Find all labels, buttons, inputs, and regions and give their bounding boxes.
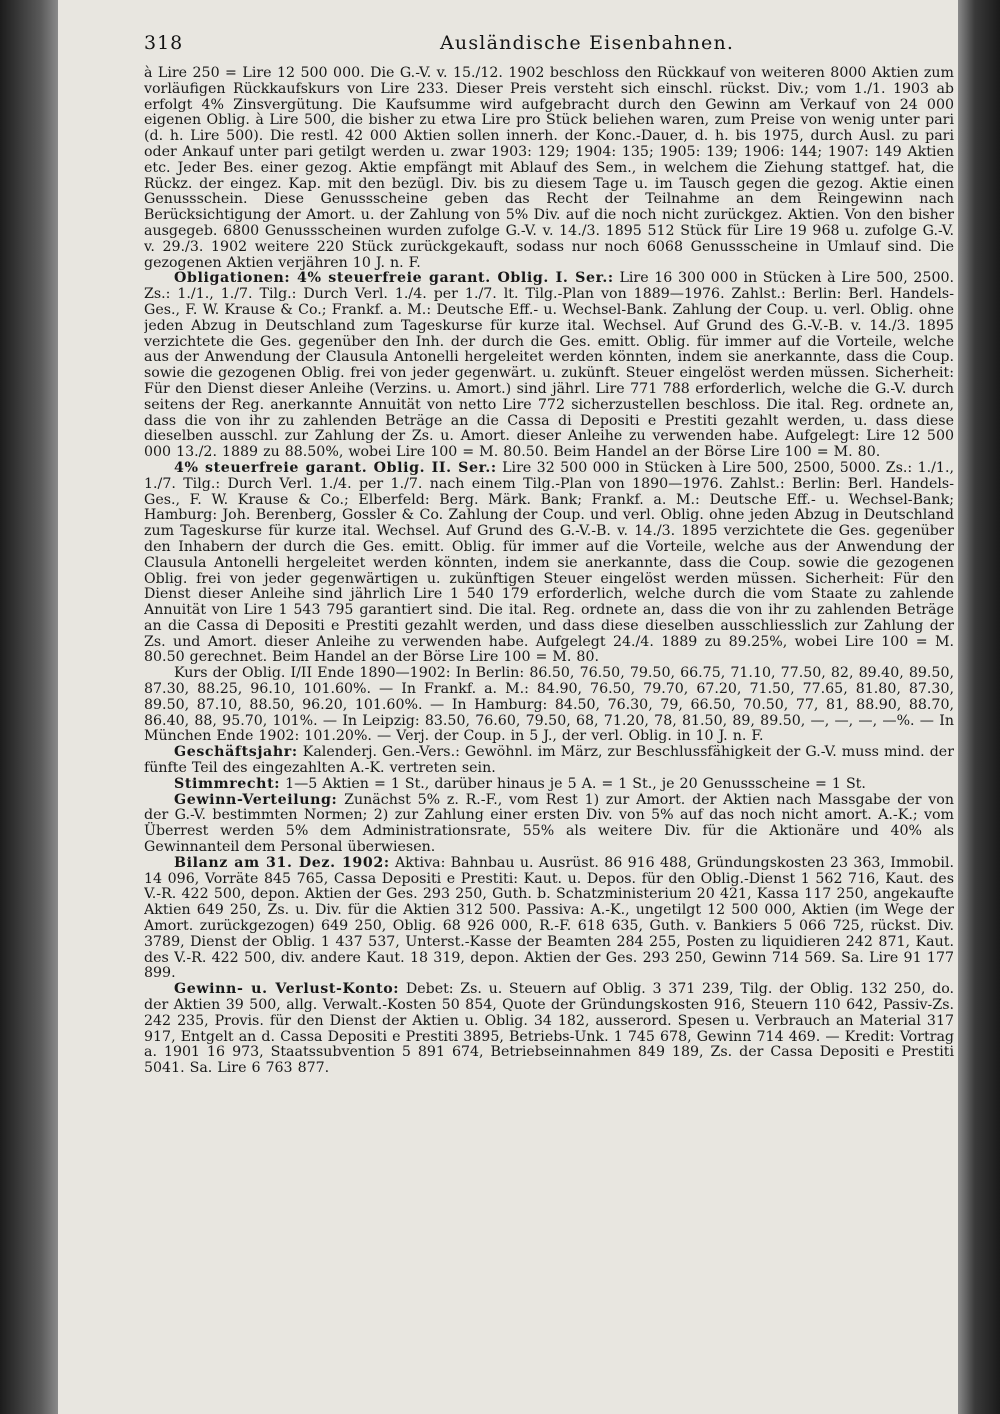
paragraph-text: Debet: Zs. u. Steuern auf Oblig. 3 371 239, Tilg. der Oblig. 132 250, do. der Aktien 39 500, allg. Verwalt.-Kosten 50 854, Quote der Gründungskosten 916, Steuern 110 642, Passiv-Zs. 242 235, Provis. für den Dienst der Aktien u. Oblig. 34 182, ausserord. Spesen u. Verbrauch an Material 317 917, Entgelt an d. Cassa Depositi e Prestiti 3895, Betriebs-Unk. 1 745 678, Gewinn 714 469. — Kredit: Vortrag a. 1901 16 973, Staatssubvention 5 891 674, Betriebseinnahmen 849 189, Zs. der Cassa Depositi e Prestiti 5041. Sa. Lire 6 763 877. (144, 981, 954, 1077)
page-content (144, 30, 954, 1077)
page-number: 318 (144, 32, 184, 54)
scan-edge-left (0, 0, 58, 1414)
paragraph-bilanz (144, 856, 954, 982)
section-label: Gewinn- u. Verlust-Konto: (174, 981, 400, 998)
paragraph-text: à Lire 250 = Lire 12 500 000. Die G.-V. v. 15./12. 1902 beschloss den Rückkauf von weiteren 8000 Aktien zum vorläufigen Rückkaufskurs von Lire 233. Dieser Preis versteht sich einschl. rückst. Div.; vom 1./1. 1903 ab erfolgt 4% Zinsvergütung. Die Kaufsumme wird aufgebracht durch den Gewinn am Verkauf von 24 000 eigenen Oblig. à Lire 500, die bisher zu etwa Lire pro Stück beliehen waren, zum Preise von wenig unter pari (d. h. Lire 500). Die restl. 42 000 Aktien sollen innerh. der Konc.-Dauer, d. h. bis 1975, durch Ausl. zu pari oder Ankauf unter pari getilgt werden u. zwar 1903: 129; 1904: 135; 1905: 139; 1906: 144; 1907: 149 Aktien etc. Jeder Bes. einer gezog. Aktie empfängt mit Ablauf des Sem., in welchem die Ziehung stattgef. hat, die Rückz. der eingez. Kap. mit den bezügl. Div. bis zu diesem Tage u. im Tausch gegen die gezog. Aktie einen Genussschein. Diese Genussscheine geben das Recht der Teilnahme an dem Reingewinn nach Berücksichtigung der Amort. u. der Zahlung von 5% Div. auf die noch nicht zurückgez. Aktien. Von den bisher ausgegeb. 6800 Genussscheinen wurden zufolge G.-V. v. 14./3. 1895 512 Stück für Lire 19 968 u. zufolge G.-V. v. 29./3. 1902 weitere 220 Stück zurückgekauft, sodass nur noch 6068 Genussscheine in Umlauf sind. Die gezogenen Aktien verjähren 10 J. n. F. (144, 65, 954, 271)
paragraph-text: Zunächst 5% z. R.-F., vom Rest 1) zur Amort. der Aktien nach Massgabe der von der G.-V. bestimmten Normen; 2) zur Zahlung einer ersten Div. von 5% auf das noch nicht amort. A.-K.; vom Überrest werden 5% dem Administrationsrate, 55% als weitere Div. für die Aktionäre und 40% als Gewinnanteil dem Personal überwiesen. (144, 791, 954, 856)
paragraph-text: 1—5 Aktien = 1 St., darüber hinaus je 5 A. = 1 St., je 20 Genussscheine = 1 St. (280, 775, 866, 792)
paragraph-text: Lire 32 500 000 in Stücken à Lire 500, 2500, 5000. Zs.: 1./1., 1./7. Tilg.: Durch Verl. 1./4. per 1./7. nach einem Tilg.-Plan von 1890—1976. Zahlst.: Berlin: Berl. Handels-Ges., F. W. Krause & Co.; Elberfeld: Berg. Märk. Bank; Frankf. a. M.: Deutsche Eff.- u. Wechsel-Bank; Hamburg: Joh. Berenberg, Gossler & Co. Zahlung der Coup. und verl. Oblig. ohne jeden Abzug in Deutschland zum Tageskurse für kurze ital. Wechsel. Auf Grund des G.-V.-B. v. 14./3. 1895 verzichtete die Ges. gegenüber den Inhabern der durch die Ges. emitt. Oblig. für immer auf die Vorteile, welche aus der Anwendung der Clausula Antonelli hergeleitet werden könnten, indem sie anerkannte, dass die Coup. sowie die gezogenen Oblig. frei von jeder gegenwärtigen u. zukünftigen Steuer eingelöst werden müssen. Sicherheit: Für den Dienst dieser Anleihe sind jährlich Lire 1 540 179 erforderlich, welche durch die vom Staate zu zahlende Annuität von Lire 1 543 795 garantiert sind. Die ital. Reg. ordnete an, dass die von ihr zu zahlenden Beträge an die Cassa di Depositi e Prestiti gezahlt werden, und dass diese dieselben ausschliesslich zur Zahlung der Zs. und Amort. dieser Anleihe zu verwenden habe. Aufgelegt 24./4. 1889 zu 89.25%, wobei Lire 100 = M. 80.50 gerechnet. Beim Handel an der Börse Lire 100 = M. 80. (144, 459, 954, 666)
paragraph-obligationen-ser-1 (144, 271, 954, 461)
paragraph-text: Lire 16 300 000 in Stücken à Lire 500, 2500. Zs.: 1./1., 1./7. Tilg.: Durch Verl. 1./4. per 1./7. lt. Tilg.-Plan von 1889—1976. Zahlst.: Berlin: Berl. Handels-Ges., F. W. Krause & Co.; Frankf. a. M.: Deutsche Eff.- u. Wechsel-Bank. Zahlung der Coup. u. verl. Oblig. ohne jeden Abzug in Deutschland zum Tageskurse für kurze ital. Wechsel. Auf Grund des G.-V.-B. v. 14./3. 1895 verzichtete die Ges. gegenüber den Inh. der durch die Ges. emitt. Oblig. für immer auf die Vorteile, welche aus der Anwendung der Clausula Antonelli hergeleitet werden könnten, indem sie anerkannte, dass die Coup. sowie die gezogenen Oblig. frei von jeder gegenwärt. u. zukünft. Steuer eingelöst werden müssen. Sicherheit: Für den Dienst dieser Anleihe (Verzins. u. Amort.) sind jährl. Lire 771 788 erforderlich, welche die G.-V. durch seitens der Reg. anerkannte Annuität von netto Lire 772 sicherzustellen beschloss. Die ital. Reg. ordnete an, dass die von ihr zu zahlenden Beträge an die Cassa di Depositi e Prestiti gezahlt werden, u. dass diese dieselben ausschl. zur Zahlung der Zs. u. Amort. dieser Anleihe zu verwenden habe. Aufgelegt: Lire 12 500 000 13./2. 1889 zu 88.50%, wobei Lire 100 = M. 80.50. Beim Handel an der Börse Lire 100 = M. 80. (144, 270, 954, 461)
paragraph-text: Kurs der Oblig. I/II Ende 1890—1902: In Berlin: 86.50, 76.50, 79.50, 66.75, 71.10, 77.50, 82, 89.40, 89.50, 87.30, 88.25, 96.10, 101.60%. — In Frankf. a. M.: 84.90, 76.50, 79.70, 67.20, 71.50, 77.65, 81.80, 87.30, 89.50, 87.10, 88.50, 96.20, 101.60%. — In Hamburg: 84.50, 76.30, 79, 66.50, 70.50, 77, 81, 88.90, 88.70, 86.40, 88, 95.70, 101%. — In Leipzig: 83.50, 76.60, 79.50, 68, 71.20, 78, 81.50, 89, 89.50, —, —, —, —%. — In München Ende 1902: 101.20%. — Verj. der Coup. in 5 J., der verl. Oblig. in 10 J. n. F. (144, 665, 954, 745)
page-body (144, 66, 954, 1077)
section-label: 4% steuerfreie garant. Oblig. II. Ser.: (174, 459, 497, 476)
paragraph-aktien (144, 66, 954, 271)
paragraph-gewinn-verlust-konto (144, 982, 954, 1077)
section-label: Gewinn-Verteilung: (174, 791, 338, 808)
book-page (58, 0, 958, 1414)
section-label: Bilanz am 31. Dez. 1902: (174, 854, 390, 871)
paragraph-stimmrecht (144, 777, 954, 793)
paragraph-gewinn-verteilung (144, 793, 954, 856)
section-label: Obligationen: 4% steuerfreie garant. Oblig. I. Ser.: (174, 270, 614, 287)
section-label: Stimmrecht: (174, 775, 281, 792)
paragraph-text: Kalenderj. Gen.-Vers.: Gewöhnl. im März, zur Beschlussfähigkeit der G.-V. muss mind. der fünfte Teil des eingezahlten A.-K. vertreten sein. (144, 744, 954, 777)
section-label: Geschäftsjahr: (174, 744, 298, 761)
paragraph-kurs (144, 666, 954, 745)
scan-edge-right (958, 0, 1000, 1414)
paragraph-text: Aktiva: Bahnbau u. Ausrüst. 86 916 488, Gründungskosten 23 363, Immobil. 14 096, Vorräte 845 765, Cassa Depositi e Prestiti: Kaut. u. Depos. für den Oblig.-Dienst 1 562 716, Kaut. des V.-R. 422 500, depon. Aktien der Ges. 293 250, Guth. b. Schatzministerium 20 421, Kassa 117 250, angekaufte Aktien 649 250, Zs. u. Div. für die Aktien 312 500. Passiva: A.-K., ungetilgt 12 500 000, Aktien (im Wege der Amort. zurückgezogen) 649 250, Oblig. 68 926 000, R.-F. 618 635, Guth. v. Bankiers 5 066 725, rückst. Div. 3789, Dienst der Oblig. 1 437 537, Unterst.-Kasse der Beamten 284 255, Posten zu liquidieren 242 871, Kaut. des V.-R. 422 500, div. andere Kaut. 18 319, depon. Aktien der Ges. 293 250, Gewinn 714 569. Sa. Lire 91 177 899. (144, 854, 954, 982)
running-title: Ausländische Eisenbahnen. (440, 32, 735, 54)
paragraph-geschaeftsjahr (144, 745, 954, 777)
page-header (144, 30, 954, 66)
paragraph-obligationen-ser-2 (144, 461, 954, 666)
